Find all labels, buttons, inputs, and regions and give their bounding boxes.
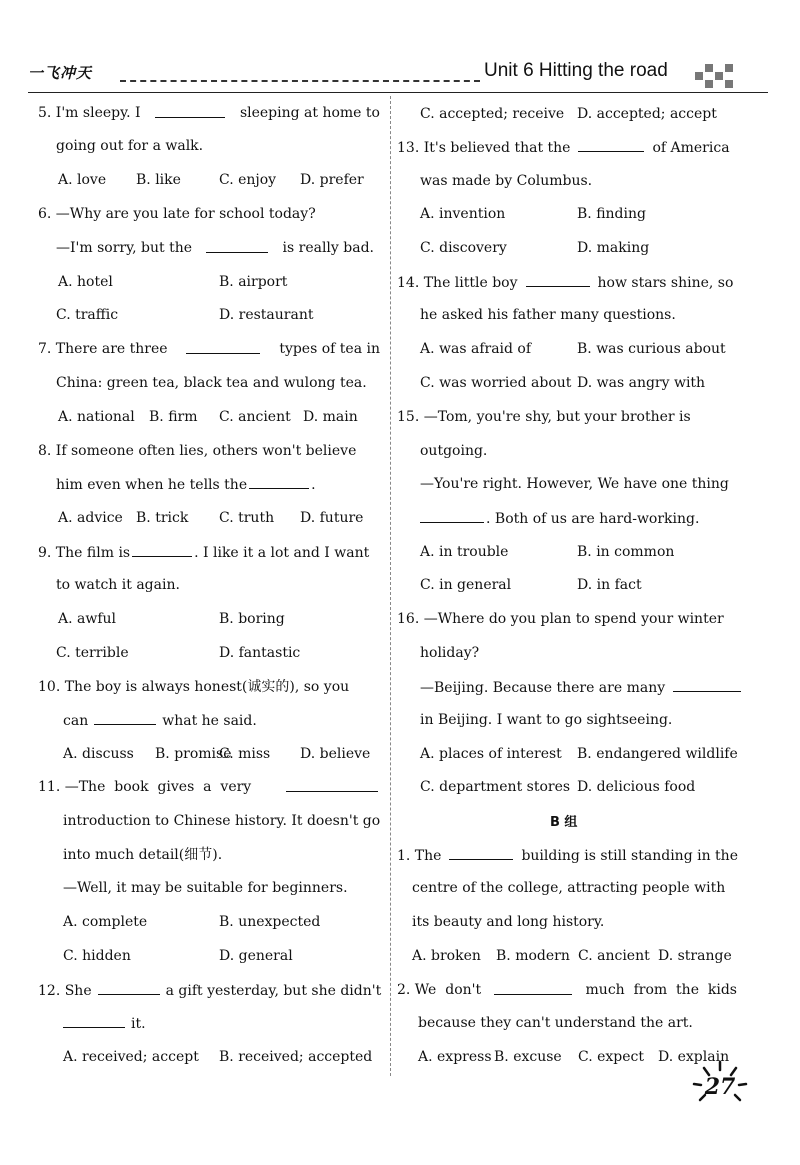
column-divider	[390, 96, 391, 1076]
q9-line-2: to watch it again.	[56, 577, 180, 593]
q13-option-c: C. discovery	[420, 240, 507, 256]
answer-blank[interactable]	[98, 980, 160, 995]
answer-blank[interactable]	[286, 777, 378, 792]
q11-line-1: 11. —The book gives a very	[38, 777, 380, 797]
q5-option-c: C. enjoy	[219, 172, 277, 188]
q12-option-b: B. received; accepted	[219, 1049, 373, 1065]
q15-line-1: 15. —Tom, you're shy, but your brother is	[397, 409, 691, 425]
q5-line-2: going out for a walk.	[56, 138, 204, 154]
b1-option-a: A. broken	[412, 948, 481, 964]
q16-option-d: D. delicious food	[577, 779, 696, 795]
q9-option-b: B. boring	[219, 611, 285, 627]
q12-option-d: D. accepted; accept	[577, 106, 717, 122]
q14-option-a: A. was afraid of	[420, 341, 532, 357]
page-number-badge	[690, 1060, 750, 1110]
q16-line-1: 16. —Where do you plan to spend your winter	[397, 611, 724, 627]
q5-line-1: 5. I'm sleepy. I sleeping at home to	[38, 105, 380, 121]
q12-option-a: A. received; accept	[63, 1049, 199, 1065]
q16-option-b: B. endangered wildlife	[577, 746, 738, 762]
q5-option-a: A. love	[58, 172, 107, 188]
q6-line-2: —I'm sorry, but the is really bad.	[56, 240, 374, 256]
q8-line-2: him even when he tells the .	[56, 474, 316, 495]
q15-line-2: outgoing.	[420, 443, 488, 459]
b2-line-2: because they can't understand the art.	[418, 1015, 693, 1031]
q7-line-1: 7. There are three types of tea in	[38, 341, 380, 357]
q11-option-c: C. hidden	[63, 948, 131, 964]
answer-blank[interactable]	[206, 238, 268, 253]
q10-line-2: can what he said.	[63, 710, 257, 731]
q7-option-d: D. main	[303, 409, 358, 425]
group-b-heading: B 组	[550, 815, 578, 830]
q15-line-3: —You're right. However, We have one thing	[420, 476, 729, 492]
q9-option-c: C. terrible	[56, 645, 129, 661]
q7-option-a: A. national	[58, 409, 135, 425]
q15-option-c: C. in general	[420, 577, 512, 593]
page-header	[0, 0, 800, 100]
checker-decoration-icon	[695, 62, 733, 90]
q9-option-d: D. fantastic	[219, 645, 301, 661]
q8-option-c: C. truth	[219, 510, 275, 526]
b1-line-1: 1. The building is still standing in the	[397, 845, 738, 866]
q8-option-a: A. advice	[58, 510, 123, 526]
q15-option-a: A. in trouble	[420, 544, 509, 560]
q16-option-a: A. places of interest	[420, 746, 562, 762]
q13-option-d: D. making	[577, 240, 650, 256]
answer-blank[interactable]	[132, 542, 192, 557]
sunburst-icon	[690, 1060, 750, 1110]
q5-option-d: D. prefer	[300, 172, 364, 188]
answer-blank[interactable]	[249, 474, 309, 489]
header-dashed-line	[120, 80, 480, 82]
b1-option-d: D. strange	[658, 948, 732, 964]
q6-option-c: C. traffic	[56, 307, 119, 323]
b1-line-3: its beauty and long history.	[412, 914, 605, 930]
q11-option-d: D. general	[219, 948, 293, 964]
q6-option-a: A. hotel	[58, 274, 113, 290]
b2-line-1: 2. We don't much from the kids	[397, 982, 737, 998]
b2-option-a: A. express	[418, 1049, 492, 1065]
answer-blank[interactable]	[420, 508, 484, 523]
q10-option-a: A. discuss	[63, 746, 134, 762]
q15-line-4: . Both of us are hard-working.	[420, 508, 699, 529]
b2-option-d: D. explain	[658, 1049, 730, 1065]
q8-line-1: 8. If someone often lies, others won't believe	[38, 443, 357, 459]
header-rule	[28, 92, 768, 93]
q6-option-b: B. airport	[219, 274, 288, 290]
q16-option-c: C. department stores	[420, 779, 571, 795]
unit-title: Unit 6 Hitting the road	[484, 60, 668, 81]
q10-option-b: B. promise	[155, 746, 232, 762]
q14-option-d: D. was angry with	[577, 375, 706, 391]
q16-line-4: in Beijing. I want to go sightseeing.	[420, 712, 673, 728]
answer-blank[interactable]	[494, 980, 572, 995]
q10-line-1: 10. The boy is always honest(诚实的), so you	[38, 679, 350, 695]
q13-line-1: 13. It's believed that the of America	[397, 137, 730, 158]
q12-option-c: C. accepted; receive	[420, 106, 565, 122]
q11-option-b: B. unexpected	[219, 914, 321, 930]
page-number: 27	[704, 1074, 736, 1100]
q14-option-c: C. was worried about	[420, 375, 572, 391]
q7-option-b: B. firm	[149, 409, 198, 425]
q10-option-d: D. believe	[300, 746, 371, 762]
answer-blank[interactable]	[94, 710, 156, 725]
q12-line-2: it.	[63, 1013, 146, 1034]
answer-blank[interactable]	[578, 137, 644, 152]
q9-line-1: 9. The film is . I like it a lot and I want	[38, 542, 369, 563]
q11-line-4: —Well, it may be suitable for beginners.	[63, 880, 348, 896]
answer-blank[interactable]	[186, 339, 260, 354]
q9-option-a: A. awful	[58, 611, 117, 627]
q14-line-2: he asked his father many questions.	[420, 307, 676, 323]
q10-option-c: C. miss	[219, 746, 271, 762]
q11-line-2: introduction to Chinese history. It doesn't go	[63, 813, 381, 829]
b1-option-c: C. ancient	[578, 948, 650, 964]
q16-line-3: —Beijing. Because there are many	[420, 677, 745, 698]
q13-line-2: was made by Columbus.	[420, 173, 593, 189]
q11-option-a: A. complete	[63, 914, 148, 930]
answer-blank[interactable]	[63, 1013, 125, 1028]
brand-logo-text: 一飞冲天	[28, 64, 93, 82]
q5-option-b: B. like	[136, 172, 181, 188]
answer-blank[interactable]	[155, 103, 225, 118]
b1-option-b: B. modern	[496, 948, 570, 964]
q6-line-1: 6. —Why are you late for school today?	[38, 206, 316, 222]
q12-line-1: 12. She a gift yesterday, but she didn't	[38, 980, 381, 1001]
q16-line-2: holiday?	[420, 645, 480, 661]
q8-option-d: D. future	[300, 510, 364, 526]
q6-option-d: D. restaurant	[219, 307, 314, 323]
answer-blank[interactable]	[526, 272, 590, 287]
q8-option-b: B. trick	[136, 510, 189, 526]
q15-option-b: B. in common	[577, 544, 675, 560]
q13-option-b: B. finding	[577, 206, 646, 222]
answer-blank[interactable]	[449, 845, 513, 860]
b2-option-b: B. excuse	[494, 1049, 562, 1065]
q15-option-d: D. in fact	[577, 577, 642, 593]
q14-line-1: 14. The little boy how stars shine, so	[397, 272, 733, 293]
b2-option-c: C. expect	[578, 1049, 645, 1065]
q11-line-3: into much detail(细节).	[63, 847, 223, 863]
answer-blank[interactable]	[673, 677, 741, 692]
q14-option-b: B. was curious about	[577, 341, 726, 357]
q7-option-c: C. ancient	[219, 409, 291, 425]
q7-line-2: China: green tea, black tea and wulong tea.	[56, 375, 367, 391]
q13-option-a: A. invention	[420, 206, 506, 222]
b1-line-2: centre of the college, attracting people with	[412, 880, 726, 896]
